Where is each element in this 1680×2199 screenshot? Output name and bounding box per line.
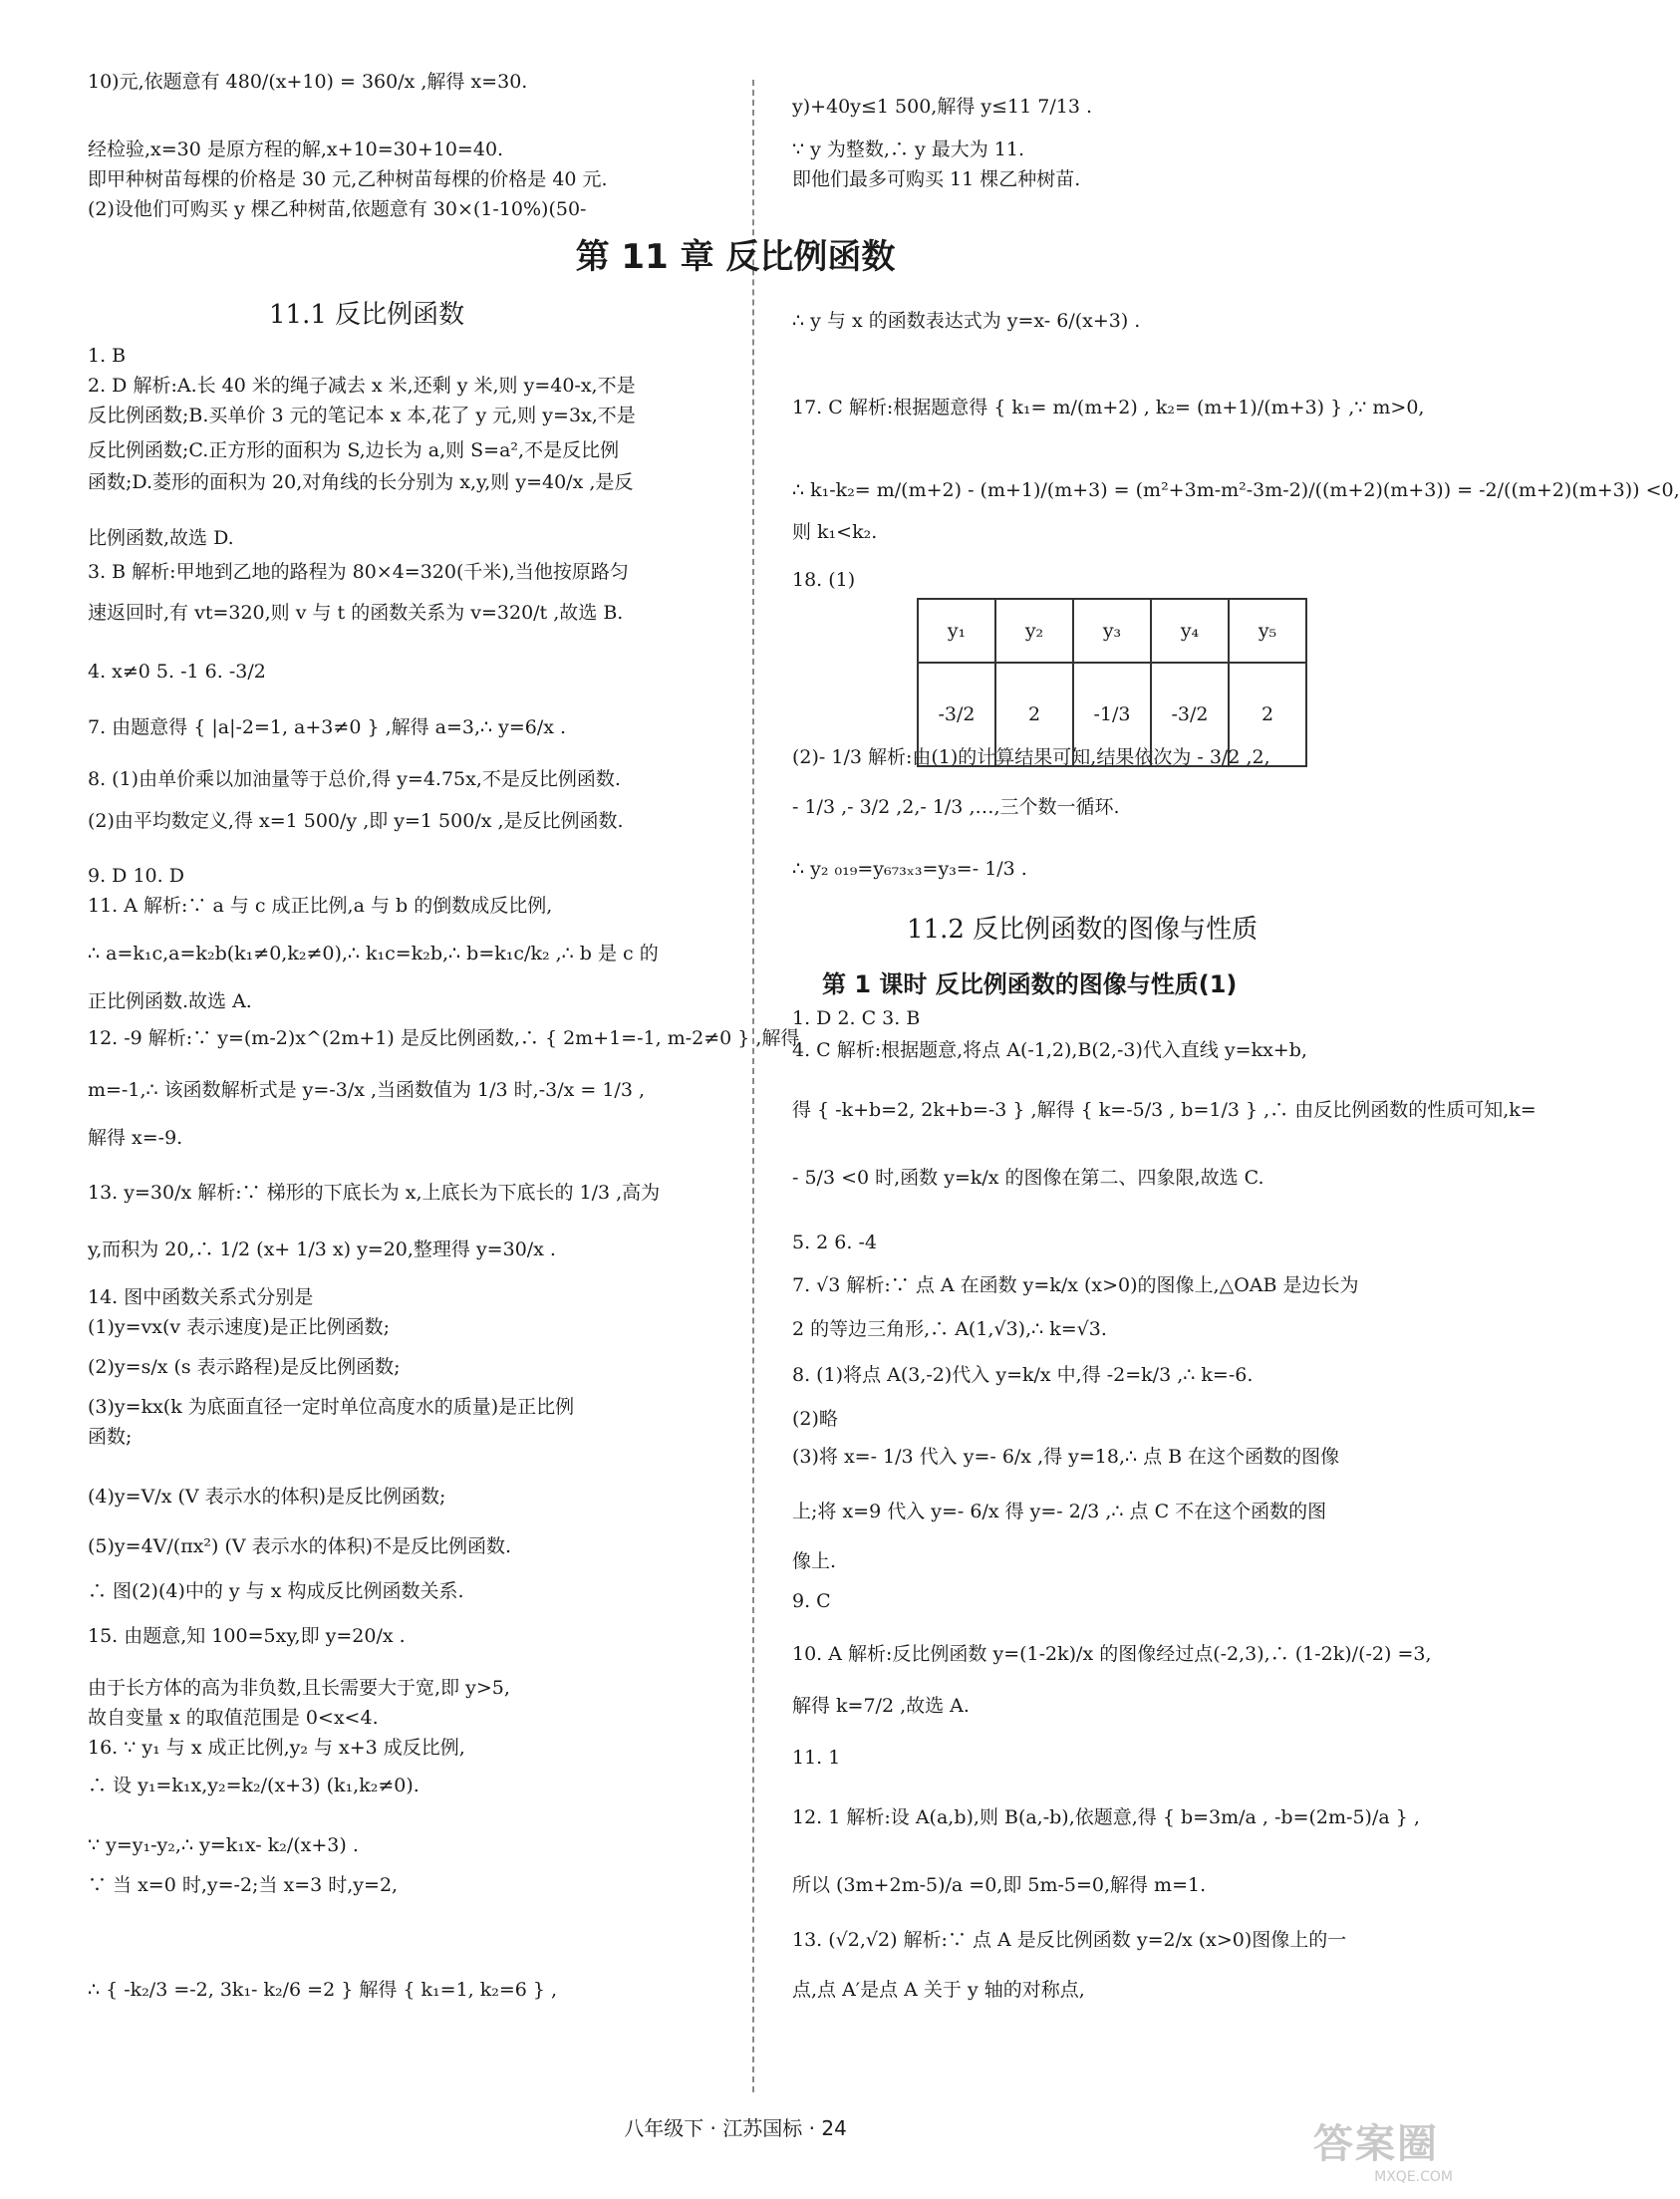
chapter-title: 第 11 章 反比例函数 — [575, 237, 896, 277]
answer-line: 反比例函数;C.正方形的面积为 S,边长为 a,则 S=a²,不是反比例 — [88, 439, 620, 461]
answer-line: (4)y=V/x (V 表示水的体积)是反比例函数; — [88, 1486, 446, 1508]
answer-line: 7. √3 解析:∵ 点 A 在函数 y=k/x (x>0)的图像上,△OAB 是边长为 — [792, 1274, 1359, 1296]
answer-line: (2)- 1/3 解析:由(1)的计算结果可知,结果依次为 - 3/2 ,2, — [792, 746, 1270, 768]
answer-line: 3. B 解析:甲地到乙地的路程为 80×4=320(千米),当他按原路匀 — [88, 561, 629, 583]
table-value-cell: -1/3 — [1073, 663, 1151, 766]
answer-line: 17. C 解析:根据题意得 { k₁= m/(m+2) , k₂= (m+1)/(m+3) } ,∵ m>0, — [792, 397, 1425, 418]
watermark-logo — [1313, 2112, 1453, 2187]
section-11-2-title: 11.2 反比例函数的图像与性质 — [907, 915, 1259, 945]
answer-line: 4. x≠0 5. -1 6. -3/2 — [88, 661, 266, 683]
answer-line: 解得 x=-9. — [88, 1127, 183, 1149]
answer-line: ∵ 当 x=0 时,y=-2;当 x=3 时,y=2, — [88, 1874, 399, 1896]
answer-line: m=-1,∴ 该函数解析式是 y=-3/x ,当函数值为 1/3 时,-3/x = 1/3 , — [88, 1079, 645, 1101]
page-footer: 八年级下 · 江苏国标 · 24 — [624, 2116, 847, 2140]
answer-line: ∵ y=y₁-y₂,∴ y=k₁x- k₂/(x+3) . — [88, 1834, 359, 1856]
answer-line: ∴ 设 y₁=k₁x,y₂=k₂/(x+3) (k₁,k₂≠0). — [88, 1775, 420, 1796]
answer-line: 即他们最多可购买 11 棵乙种树苗. — [792, 168, 1081, 190]
answer-line: 10)元,依题意有 480/(x+10) = 360/x ,解得 x=30. — [88, 71, 528, 93]
table-header-cell: y₃ — [1073, 599, 1151, 663]
table-value-cell: -3/2 — [1151, 663, 1229, 766]
answer-line: 由于长方体的高为非负数,且长需要大于宽,即 y>5, — [88, 1677, 510, 1699]
answer-line: (2)y=s/x (s 表示路程)是反比例函数; — [88, 1356, 401, 1378]
answer-line: y)+40y≤1 500,解得 y≤11 7/13 . — [792, 96, 1092, 118]
answer-line: 9. D 10. D — [88, 865, 184, 887]
answer-line: (5)y=4V/(πx²) (V 表示水的体积)不是反比例函数. — [88, 1535, 512, 1557]
answer-line: - 5/3 <0 时,函数 y=k/x 的图像在第二、四象限,故选 C. — [792, 1167, 1264, 1189]
answer-line: (3)y=kx(k 为底面直径一定时单位高度水的质量)是正比例 — [88, 1396, 575, 1418]
table-header-row — [918, 599, 1306, 663]
answer-line: 上;将 x=9 代入 y=- 6/x 得 y=- 2/3 ,∴ 点 C 不在这个函数的图 — [792, 1501, 1327, 1522]
table-value-row — [918, 663, 1306, 766]
table-value-cell: 2 — [1229, 663, 1306, 766]
answer-line: (1)y=vx(v 表示速度)是正比例函数; — [88, 1316, 391, 1338]
answer-line: ∴ 图(2)(4)中的 y 与 x 构成反比例函数关系. — [88, 1580, 464, 1602]
answer-line: 14. 图中函数关系式分别是 — [88, 1286, 314, 1308]
answer-line: 正比例函数.故选 A. — [88, 990, 252, 1012]
answer-line: - 1/3 ,- 3/2 ,2,- 1/3 ,…,三个数一循环. — [792, 796, 1120, 818]
table-value-cell: 2 — [995, 663, 1073, 766]
answer-line: 11. 1 — [792, 1747, 841, 1769]
answer-line: 7. 由题意得 { |a|-2=1, a+3≠0 } ,解得 a=3,∴ y=6/x . — [88, 716, 567, 738]
answer-line: ∴ { -k₂/3 =-2, 3k₁- k₂/6 =2 } 解得 { k₁=1, k₂=6 } , — [88, 1979, 558, 2001]
answer-line: (2)由平均数定义,得 x=1 500/y ,即 y=1 500/x ,是反比例函数. — [88, 810, 624, 832]
answer-line: 15. 由题意,知 100=5xy,即 y=20/x . — [88, 1625, 406, 1647]
answer-line: 函数;D.菱形的面积为 20,对角线的长分别为 x,y,则 y=40/x ,是反 — [88, 471, 634, 493]
answer-line: 13. (√2,√2) 解析:∵ 点 A 是反比例函数 y=2/x (x>0)图像上的一 — [792, 1929, 1347, 1951]
answer-line: 16. ∵ y₁ 与 x 成正比例,y₂ 与 x+3 成反比例, — [88, 1737, 465, 1759]
answer-line: 18. (1) — [792, 569, 856, 591]
section-11-1-title: 11.1 反比例函数 — [269, 300, 465, 330]
answer-line: ∴ y₂ ₀₁₉=y₆₇₃ₓ₃=y₃=- 1/3 . — [792, 858, 1027, 880]
table-header-cell: y₁ — [918, 599, 995, 663]
answer-line: 9. C — [792, 1590, 831, 1612]
answer-line: 12. 1 解析:设 A(a,b),则 B(a,-b),依题意,得 { b=3m/a , -b=(2m-5)/a } , — [792, 1806, 1420, 1828]
watermark-url: MXQE.COM — [1374, 2169, 1453, 2185]
answer-line: 得 { -k+b=2, 2k+b=-3 } ,解得 { k=-5/3 , b=1/3 } ,∴ 由反比例函数的性质可知,k= — [792, 1099, 1537, 1121]
answer-line: 13. y=30/x 解析:∵ 梯形的下底长为 x,上底长为下底长的 1/3 ,高为 — [88, 1182, 661, 1204]
table-header-cell: y₂ — [995, 599, 1073, 663]
answer-line: ∴ y 与 x 的函数表达式为 y=x- 6/(x+3) . — [792, 310, 1141, 332]
table-header-cell: y₄ — [1151, 599, 1229, 663]
answer-line: 故自变量 x 的取值范围是 0<x<4. — [88, 1707, 379, 1729]
answer-line: 5. 2 6. -4 — [792, 1232, 877, 1253]
answer-line: ∴ k₁-k₂= m/(m+2) - (m+1)/(m+3) = (m²+3m-m²-3m-2)/((m+2)(m+3)) = -2/((m+2)(m+3)) <0, — [792, 479, 1680, 501]
answer-line: 即甲种树苗每棵的价格是 30 元,乙种树苗每棵的价格是 40 元. — [88, 168, 608, 190]
answer-line: 点,点 A′是点 A 关于 y 轴的对称点, — [792, 1979, 1085, 2001]
watermark-logo-text: 答案圈 — [1313, 2121, 1439, 2167]
answer-line: 4. C 解析:根据题意,将点 A(-1,2),B(2,-3)代入直线 y=kx+b, — [792, 1039, 1307, 1061]
answer-line: 像上. — [792, 1550, 837, 1572]
column-divider — [752, 80, 754, 2092]
answer-line: 10. A 解析:反比例函数 y=(1-2k)/x 的图像经过点(-2,3),∴ (1-2k)/(-2) =3, — [792, 1643, 1432, 1665]
answer-line: 则 k₁<k₂. — [792, 521, 878, 543]
answer-line: 1. B — [88, 345, 127, 367]
answer-line: ∴ a=k₁c,a=k₂b(k₁≠0,k₂≠0),∴ k₁c=k₂b,∴ b=k₁c/k₂ ,∴ b 是 c 的 — [88, 943, 659, 964]
answer-line: 函数; — [88, 1426, 133, 1448]
answer-line: 比例函数,故选 D. — [88, 527, 234, 549]
answer-line: 11. A 解析:∵ a 与 c 成正比例,a 与 b 的倒数成反比例, — [88, 895, 553, 917]
answer-line: 12. -9 解析:∵ y=(m-2)x^(2m+1) 是反比例函数,∴ { 2m+1=-1, m-2≠0 } ,解得 — [88, 1027, 800, 1049]
answer-line: 反比例函数;B.买单价 3 元的笔记本 x 本,花了 y 元,则 y=3x,不是 — [88, 405, 636, 426]
answer-line: y,而积为 20,∴ 1/2 (x+ 1/3 x) y=20,整理得 y=30/x . — [88, 1238, 556, 1260]
table-value-cell: -3/2 — [918, 663, 995, 766]
answer-line: 8. (1)将点 A(3,-2)代入 y=k/x 中,得 -2=k/3 ,∴ k=-6. — [792, 1364, 1254, 1386]
answer-line: (2)设他们可购买 y 棵乙种树苗,依题意有 30×(1-10%)(50- — [88, 198, 587, 220]
answer-line: (3)将 x=- 1/3 代入 y=- 6/x ,得 y=18,∴ 点 B 在这个函数的图像 — [792, 1446, 1340, 1468]
answer-line: 1. D 2. C 3. B — [792, 1007, 921, 1029]
answer-line: (2)略 — [792, 1408, 838, 1430]
answer-line: 2. D 解析:A.长 40 米的绳子减去 x 米,还剩 y 米,则 y=40-x,不是 — [88, 375, 636, 397]
sequence-table-18 — [917, 598, 1307, 767]
answer-line: 所以 (3m+2m-5)/a =0,即 5m-5=0,解得 m=1. — [792, 1874, 1207, 1896]
answer-line: 2 的等边三角形,∴ A(1,√3),∴ k=√3. — [792, 1318, 1107, 1340]
answer-line: 经检验,x=30 是原方程的解,x+10=30+10=40. — [88, 138, 504, 160]
answer-line: 8. (1)由单价乘以加油量等于总价,得 y=4.75x,不是反比例函数. — [88, 768, 621, 790]
answer-line: ∵ y 为整数,∴ y 最大为 11. — [792, 138, 1025, 160]
answer-line: 解得 k=7/2 ,故选 A. — [792, 1695, 970, 1717]
lesson-1-title: 第 1 课时 反比例函数的图像与性质(1) — [822, 970, 1238, 998]
table-header-cell: y₅ — [1229, 599, 1306, 663]
answer-line: 速返回时,有 vt=320,则 v 与 t 的函数关系为 v=320/t ,故选 B. — [88, 602, 624, 624]
